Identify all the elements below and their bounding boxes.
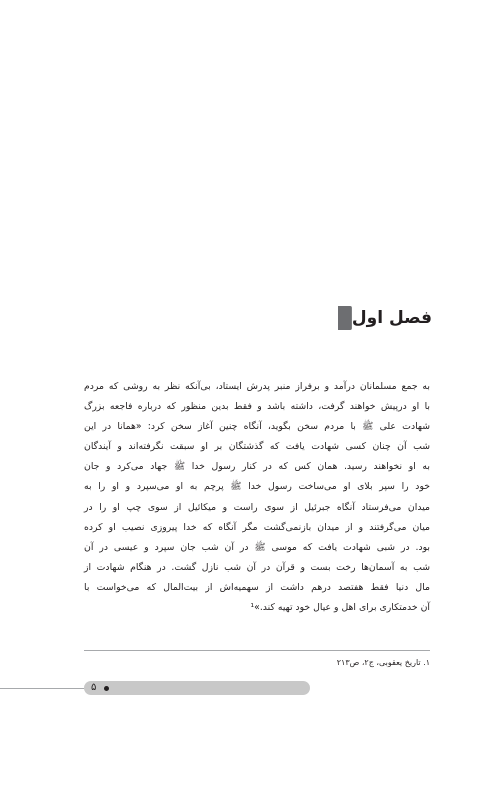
body-line: شهادت علی ﷺ با مردم سخن بگوید، آنگاه چنین آغاز سخن کرد: «همانا در این [84, 421, 430, 433]
body-line: میدان می‌فرستاد آنگاه جبرئیل از سوی راست و میکائیل از سوی چپ او را در [84, 501, 430, 513]
chapter-heading [330, 306, 432, 330]
footnote: ۱. تاریخ یعقوبی، ج۲، ص۲۱۳ [336, 658, 430, 667]
page-bar-rule [0, 688, 84, 689]
page-number: ۵ [91, 682, 97, 693]
body-line: با او درپیش خواهند گرفت، داشته باشد و فقط بدین منظور که درباره فاجعه بزرگ [84, 401, 430, 413]
body-line: خود را سپر بلای او می‌ساخت رسول خدا ﷺ پرچم به او می‌سپرد و او را به [84, 481, 430, 493]
body-line: به او نخواهند رسید. همان کس که در کنار رسول خدا ﷺ جهاد می‌کرد و جان [84, 461, 430, 473]
page-number-group [91, 681, 109, 695]
chapter-title: فصل اول [351, 308, 432, 328]
body-line: میان می‌گرفتند و از میدان بازنمی‌گشت مگر آنگاه که خدا پیروزی نصیب او کرده [84, 521, 430, 533]
body-line: شب به آسمان‌ها رخت بست و قرآن در آن شب نازل گشت. در هنگام شهادت از [84, 561, 430, 573]
footnote-divider [84, 650, 430, 651]
body-line: به جمع مسلمانان درآمد و برفراز منبر پدرش ایستاد، بی‌آنکه نظر به روشی که مردم [84, 381, 430, 392]
body-line: آن خدمتکاری برای اهل و عیال خود تهیه کند.»¹ [250, 602, 430, 614]
body-line: بود. در شبی شهادت یافت که موسی ﷺ در آن شب جان سپرد و عیسی در آن [84, 541, 430, 553]
page-bar [84, 681, 310, 695]
body-line: شب آن چنان کسی شهادت یافت که گذشتگان بر او سبقت نگرفته‌اند و آیندگان [84, 441, 430, 453]
body-line: مال دنیا فقط هفتصد درهم داشت از سهمیه‌اش از بیت‌المال که می‌خواست با [84, 581, 430, 593]
bullet-dot-icon [104, 686, 109, 691]
heading-marker-icon [338, 306, 352, 330]
body-paragraph [84, 377, 430, 618]
